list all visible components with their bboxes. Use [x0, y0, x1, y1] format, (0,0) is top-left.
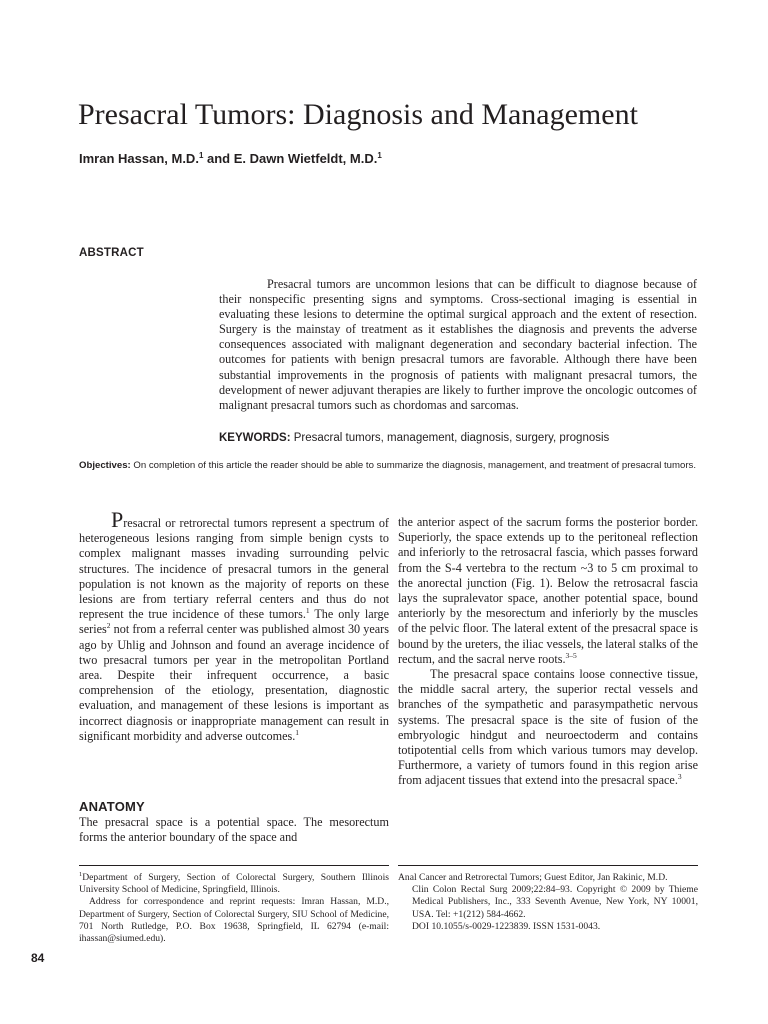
- anatomy-paragraph-continued: [398, 515, 698, 667]
- paragraph-text: The presacral space contains loose connective tissue, the middle sacral artery, the superior rectal vessels and branches of the sympathetic and parasympathetic nervous systems. The presacral space is the site of fusion of the embryologic hindgut and neuroectoderm and contains totipotential cells from which various tumors may develop. Furthermore, a variety of tumors found in this region arise from adjacent tissues that extend into the presacral space.: [398, 667, 698, 788]
- reference-marker: 3–5: [565, 650, 577, 660]
- anatomy-paragraph: The presacral space is a potential space. The mesorectum forms the anterior boundary of the space and: [79, 815, 389, 845]
- abstract-heading: ABSTRACT: [79, 247, 144, 259]
- drop-cap: P: [111, 507, 124, 532]
- objectives-label: Objectives:: [79, 460, 131, 471]
- anatomy-paragraph-contents: [398, 667, 698, 789]
- affiliation-marker: 1: [377, 151, 382, 160]
- journal-citation: Clin Colon Rectal Surg 2009;22:84–93. Copyright © 2009 by Thieme Medical Publishers, Inc., 333 Seventh Avenue, New York, NY 10001, USA. Tel: +1(212) 584-4662.: [412, 884, 698, 920]
- reference-marker: 1: [305, 606, 310, 616]
- footnote-affiliation: [79, 872, 389, 945]
- intro-text: The only large series: [79, 607, 389, 637]
- page-number: 84: [31, 951, 45, 965]
- keywords-list: Presacral tumors, management, diagnosis, surgery, prognosis: [290, 432, 610, 444]
- keywords: [219, 432, 699, 444]
- affiliation-marker: 1: [198, 151, 204, 160]
- affiliation-marker: 1: [79, 871, 83, 878]
- author-name: E. Dawn Wietfeldt, M.D.: [233, 151, 378, 166]
- footnote-citation: [398, 872, 698, 933]
- correspondence-address: Address for correspondence and reprint requests: Imran Hassan, M.D., Department of Surgery, Section of Colorectal Surgery, SIU School of Medicine, 701 North Rutledge, P.O. Box 19638, Springfield, IL 62794 (e-mail: ihassan@siumed.edu).: [79, 896, 389, 945]
- article-title: Presacral Tumors: Diagnosis and Management: [78, 98, 638, 131]
- intro-text: resacral or retrorectal tumors represent a spectrum of heterogeneous lesions ranging from simple benign cysts to complex malignant masses invading surrounding pelvic structures. The incidence of presacral tumors in the general population is not known as the majority of reports on these lesions are from tertiary referral centers and thus do not represent the true incidence of these tumors.: [79, 516, 389, 622]
- body-column-right: [398, 515, 698, 789]
- paragraph-text: the anterior aspect of the sacrum forms the posterior border. Superiorly, the space extends up to the peritoneal reflection and inferiorly to the retrosacral fascia, which passes forward from the S-4 vertebra to the rectum ~3 to 5 cm proximal to the anorectal junction (Fig. 1). Below the retrosacral fascia lays the supralevator space, another potential space, bound anteriorly by the mesorectum and inferiorly by the muscles of the pelvic floor. The lateral extent of the presacral space is bound by the ureters, the iliac vessels, the lateral stalks of the rectum, and the sacral nerve roots.: [398, 515, 698, 666]
- reference-marker: 2: [106, 621, 111, 631]
- reference-marker: 3: [677, 772, 682, 782]
- intro-text: not from a referral center was published almost 30 years ago by Uhlig and Johnson and found an average incidence of two presacral tumors per year in the metropolitan Portland area. Despite their infrequent occurrence, a basic comprehension of the etiology, presentation, diagnostic evaluation, and management of these lesions is important as incorrect diagnosis or inappropriate management can result in significant morbidity and adverse outcomes.: [79, 622, 389, 743]
- reference-marker: 1: [295, 727, 300, 737]
- intro-paragraph: [79, 507, 389, 744]
- author-line: [79, 151, 679, 166]
- objectives: [79, 459, 697, 472]
- footnote-divider: [398, 865, 698, 866]
- doi-line: DOI 10.1055/s-0029-1223839. ISSN 1531-0043.: [412, 920, 601, 932]
- abstract-text: Presacral tumors are uncommon lesions that can be difficult to diagnose because of their nonspecific presenting signs and symptoms. Cross-sectional imaging is essential in evaluating these lesions to determine the optimal surgical approach and the extent of resection. Surgery is the mainstay of treatment as it establishes the diagnosis and prevents the adverse consequences associated with malignant degeneration and secondary bacterial infection. The outcomes for patients with benign presacral tumors are favorable. Although there have been substantial improvements in the prognosis of patients with malignant presacral tumors, the development of newer adjuvant therapies are likely to further improve the oncologic outcomes of malignant presacral tumors such as chordomas and sarcomas.: [219, 277, 697, 412]
- keywords-label: KEYWORDS:: [219, 432, 291, 444]
- footnote-divider: [79, 865, 389, 866]
- issue-line: Anal Cancer and Retrorectal Tumors; Guest Editor, Jan Rakinic, M.D.: [398, 872, 668, 883]
- affiliation-text: Department of Surgery, Section of Colorectal Surgery, Southern Illinois University School of Medicine, Springfield, Illinois.: [79, 872, 389, 896]
- objectives-text: On completion of this article the reader should be able to summarize the diagnosis, management, and treatment of presacral tumors.: [130, 460, 696, 471]
- section-heading-anatomy: ANATOMY: [79, 799, 145, 814]
- author-name: Imran Hassan, M.D.: [79, 151, 199, 166]
- affiliation-note: [79, 872, 389, 896]
- author-conjunction: and: [203, 151, 234, 166]
- body-column-left: [79, 507, 389, 744]
